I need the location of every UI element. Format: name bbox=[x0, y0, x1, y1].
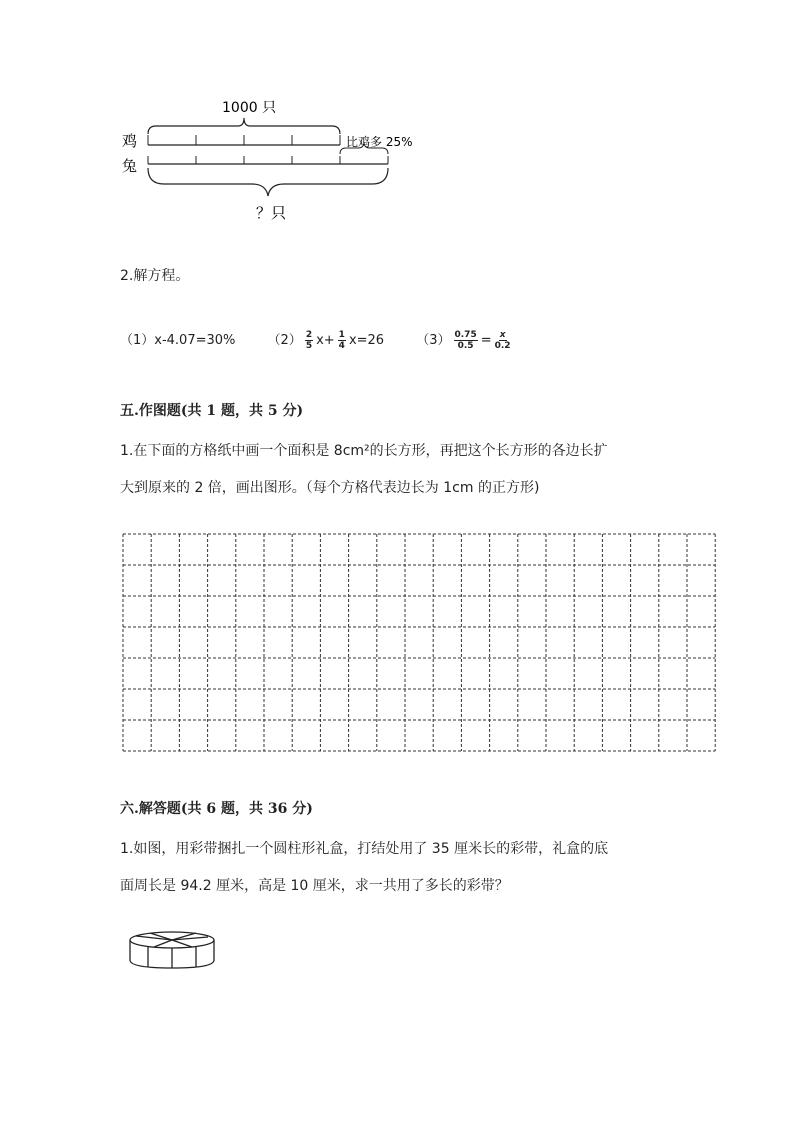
fraction-two-fifths bbox=[305, 330, 313, 351]
fraction-numerator: 0.75 bbox=[454, 330, 477, 340]
extra-label: 比鸡多 25% bbox=[346, 135, 413, 149]
section-5-question-line-2: 大到原来的 2 倍，画出图形。（每个方格代表边长为 1cm 的正方形) bbox=[120, 480, 540, 496]
section-6-heading: 六.解答题(共 6 题，共 36 分) bbox=[120, 801, 313, 817]
top-total-label: 1000 只 bbox=[222, 100, 277, 116]
section-5-heading: 五.作图题(共 1 题，共 5 分) bbox=[120, 403, 304, 419]
equation-2 bbox=[268, 329, 385, 351]
fraction-numerator: x bbox=[499, 330, 506, 340]
bottom-brace bbox=[148, 168, 388, 196]
fraction-right bbox=[495, 330, 511, 351]
section-6-question-line-2: 面周长是 94.2 厘米，高是 10 厘米，求一共用了多长的彩带？ bbox=[120, 878, 509, 894]
fraction-numerator: 2 bbox=[305, 330, 313, 340]
equation-2-mid: x+ bbox=[316, 333, 335, 348]
cylinder-gift-box-image bbox=[126, 928, 220, 974]
fraction-denominator: 0.2 bbox=[494, 341, 511, 351]
top-brace bbox=[148, 118, 340, 134]
fraction-denominator: 4 bbox=[338, 341, 345, 351]
rabbit-label: 兔 bbox=[122, 157, 138, 175]
equation-2-prefix: （2） bbox=[267, 333, 302, 348]
bar-model-diagram bbox=[110, 88, 440, 228]
fraction-left bbox=[454, 330, 478, 351]
grid-paper[interactable] bbox=[122, 533, 718, 755]
equation-3 bbox=[416, 329, 513, 351]
section-6-question-line-1: 1.如图，用彩带捆扎一个圆柱形礼盒，打结处用了 35 厘米长的彩带，礼盒的底 bbox=[120, 841, 609, 857]
equals-sign: = bbox=[480, 333, 492, 348]
fraction-denominator: 5 bbox=[305, 341, 313, 351]
fraction-denominator: 0.5 bbox=[457, 341, 474, 351]
fraction-one-quarter bbox=[338, 330, 346, 351]
bottom-total-label: ？只 bbox=[256, 204, 287, 222]
section-5-question-line-1: 1.在下面的方格纸中画一个面积是 8cm²的长方形，再把这个长方形的各边长扩 bbox=[120, 443, 608, 459]
equations-row bbox=[120, 329, 542, 351]
equation-2-suffix: x=26 bbox=[348, 333, 385, 348]
fraction-numerator: 1 bbox=[338, 330, 345, 340]
question-2-title: 2.解方程。 bbox=[120, 268, 190, 284]
equation-1: （1）x-4.07=30% bbox=[120, 333, 236, 348]
chicken-label: 鸡 bbox=[122, 132, 138, 150]
equation-3-prefix: （3） bbox=[416, 333, 451, 348]
